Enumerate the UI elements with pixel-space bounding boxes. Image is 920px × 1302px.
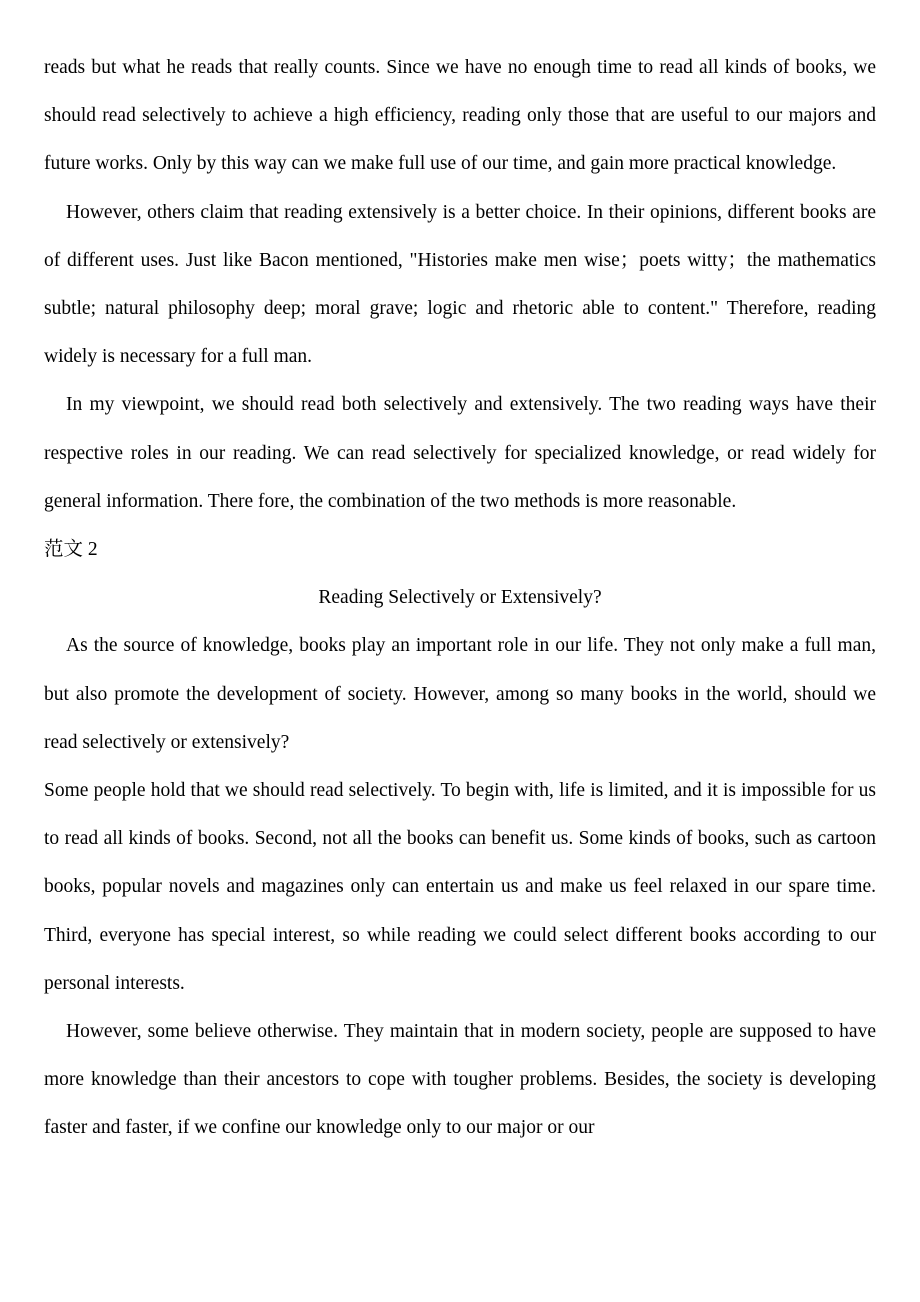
paragraph-opposing-view: However, some believe otherwise. They maintain that in modern society, people are supposed to have more knowledge than their ancestors to cope with tougher problems. Besides, the society is developing faster and faster, if we confine our knowledge only to our major or our xyxy=(44,1021,876,1139)
paragraph-conclusion: In my viewpoint, we should read both selectively and extensively. The two reading ways have their respective roles in our reading. We can read selectively for specialized knowledge, or read widely for general information. There fore, the combination of the two methods is more reasonable. xyxy=(44,394,876,512)
paragraph-continuation: reads but what he reads that really counts. Since we have no enough time to read all kinds of books, we should read selectively to achieve a high efficiency, reading only those that are useful to our majors and future works. Only by this way can we make full use of our time, and gain more practical knowledge. xyxy=(44,57,876,175)
essay-title: Reading Selectively or Extensively? xyxy=(318,587,602,609)
section-label: 范文 2 xyxy=(44,539,98,561)
paragraph-introduction: As the source of knowledge, books play an important role in our life. They not only make a full man, but also promote the development of society. However, among so many books in the world, should we read selectively or extensively? xyxy=(44,635,876,753)
document-page xyxy=(44,44,876,1153)
paragraph-extensive-view: However, others claim that reading extensively is a better choice. In their opinions, different books are of different uses. Just like Bacon mentioned, "Histories make men wise；poets witty；the mathematics subtle; natural philosophy deep; moral grave; logic and rhetoric able to content." Therefore, reading widely is necessary for a full man. xyxy=(44,201,876,368)
paragraph-selective-view: Some people hold that we should read selectively. To begin with, life is limited, and it is impossible for us to read all kinds of books. Second, not all the books can benefit us. Some kinds of books, such as cartoon books, popular novels and magazines only can entertain us and make us feel relaxed in our spare time. Third, everyone has special interest, so while reading we could select different books according to our personal interests. xyxy=(44,780,876,994)
